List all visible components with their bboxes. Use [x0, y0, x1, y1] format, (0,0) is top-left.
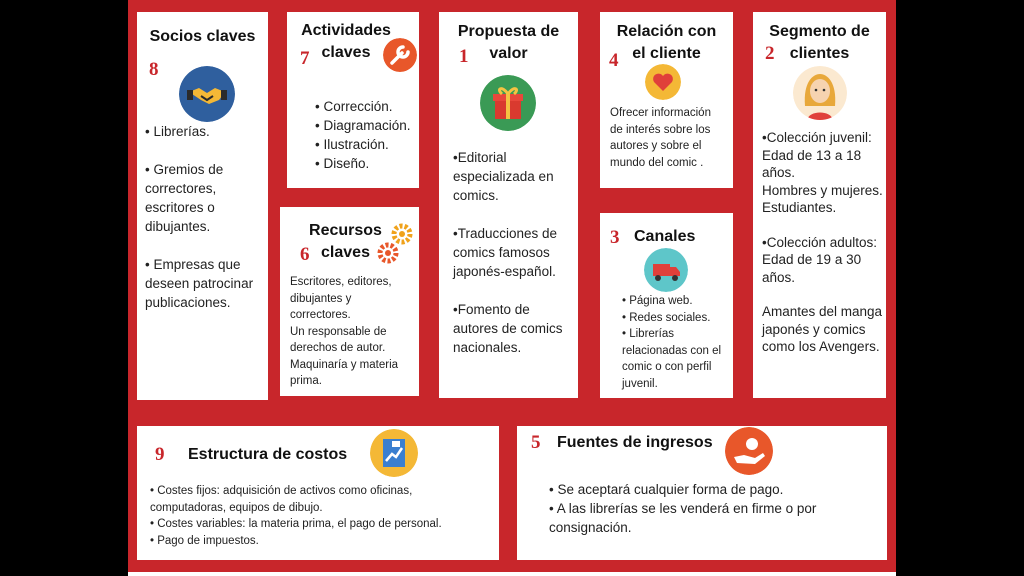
actividades-list [315, 97, 419, 173]
money-hand-icon [725, 427, 773, 475]
costos-title: Estructura de costos [188, 446, 348, 463]
list-item: •Fomento de autores de comics nacionales. [453, 302, 563, 355]
bottom-strip [128, 572, 896, 576]
chart-document-icon [370, 429, 418, 477]
segmento-title-line1: Segmento de [769, 23, 870, 40]
relacion-number: 4 [609, 50, 619, 71]
card-propuesta-valor [439, 12, 578, 398]
card-segmento-clientes [753, 12, 886, 398]
list-item: • Ilustración. [315, 137, 389, 152]
segmento-block: •Colección juvenil: Edad de 13 a 18 años. [762, 130, 872, 180]
segmento-block: Amantes del manga japonés y comics como los Avengers. [762, 304, 883, 354]
costos-number: 9 [155, 444, 165, 465]
truck-icon [644, 248, 688, 292]
list-item: •Editorial especializada en comics. [453, 150, 554, 203]
actividades-title-line2: claves [321, 44, 371, 61]
handshake-icon [179, 66, 235, 122]
list-item: • Se aceptará cualquier forma de pago. [549, 482, 784, 497]
recursos-title-line2: claves [321, 244, 370, 261]
list-item: • Página web. [622, 295, 693, 307]
relacion-title-line1: Relación con [616, 23, 717, 40]
card-canales [600, 213, 733, 398]
segmento-text [762, 129, 884, 356]
segmento-number: 2 [765, 43, 775, 64]
socios-number: 8 [149, 59, 159, 80]
recursos-number: 6 [300, 244, 310, 265]
list-item: • Corrección. [315, 99, 393, 114]
actividades-number: 7 [300, 48, 310, 69]
canales-number: 3 [610, 227, 620, 248]
relacion-title-line2: el cliente [632, 45, 701, 62]
costos-list [150, 483, 490, 549]
relacion-text: Ofrecer información de interés sobre los autores y sobre el mundo del comic . [610, 107, 711, 169]
ingresos-number: 5 [531, 432, 541, 453]
relacion-title [600, 21, 733, 65]
heart-icon [645, 64, 681, 100]
segmento-title-line2: clientes [789, 45, 850, 62]
card-fuentes-ingresos [517, 426, 887, 560]
card-relacion-cliente [600, 12, 733, 188]
list-item: • Redes sociales. [622, 311, 711, 324]
list-item: • Empresas que deseen patrocinar publicaciones. [145, 257, 254, 310]
segmento-block: •Colección adultos: Edad de 19 a 30 años. [762, 234, 878, 285]
list-item: • Librerías. [145, 124, 210, 139]
recursos-text [290, 274, 412, 390]
ingresos-list [549, 480, 879, 537]
canales-title: Canales [634, 228, 696, 245]
segmento-block: Hombres y mujeres. Estudiantes. [762, 182, 883, 215]
actividades-title-line1: Actividades [301, 22, 391, 39]
list-item: • A las librerías se les venderá en firme o por consignación. [549, 501, 817, 535]
list-item: • Pago de impuestos. [150, 534, 259, 547]
socios-title: Socios claves [149, 28, 256, 45]
card-recursos-claves [280, 207, 419, 396]
list-item: • Costes fijos: adquisición de activos como oficinas, computadoras, equipos de dibujo. [150, 485, 413, 514]
card-estructura-costos [137, 426, 499, 560]
recursos-line: Un responsable de derechos de autor. [290, 325, 387, 354]
socios-list [145, 122, 263, 312]
list-item: • Diseño. [315, 156, 370, 171]
propuesta-list [453, 148, 568, 357]
wrench-icon [383, 38, 417, 72]
recursos-title-line1: Recursos [309, 222, 382, 239]
ingresos-title: Fuentes de ingresos [557, 434, 713, 451]
list-item: • Librerías relacionadas con el comic o con perfil juvenil. [622, 328, 722, 390]
list-item: • Gremios de correctores, escritores o dibujantes. [145, 162, 224, 234]
propuesta-title-line2: valor [489, 45, 528, 62]
woman-avatar-icon [793, 66, 847, 120]
list-item: •Traducciones de comics famosos japonés-español. [453, 226, 558, 279]
list-item: • Costes variables: la materia prima, el pago de personal. [150, 518, 442, 530]
recursos-line: Escritores, editores, dibujantes y correctores. [290, 276, 392, 321]
recursos-line: Maquinaría y materia prima. [290, 358, 399, 387]
gift-icon [480, 75, 536, 131]
card-actividades-claves [287, 12, 419, 188]
card-socios-claves [137, 12, 268, 400]
list-item: • Diagramación. [315, 118, 411, 133]
gears-icon [376, 223, 416, 267]
canales-list [622, 293, 732, 392]
propuesta-number: 1 [459, 46, 469, 67]
propuesta-title-line1: Propuesta de [457, 23, 560, 40]
